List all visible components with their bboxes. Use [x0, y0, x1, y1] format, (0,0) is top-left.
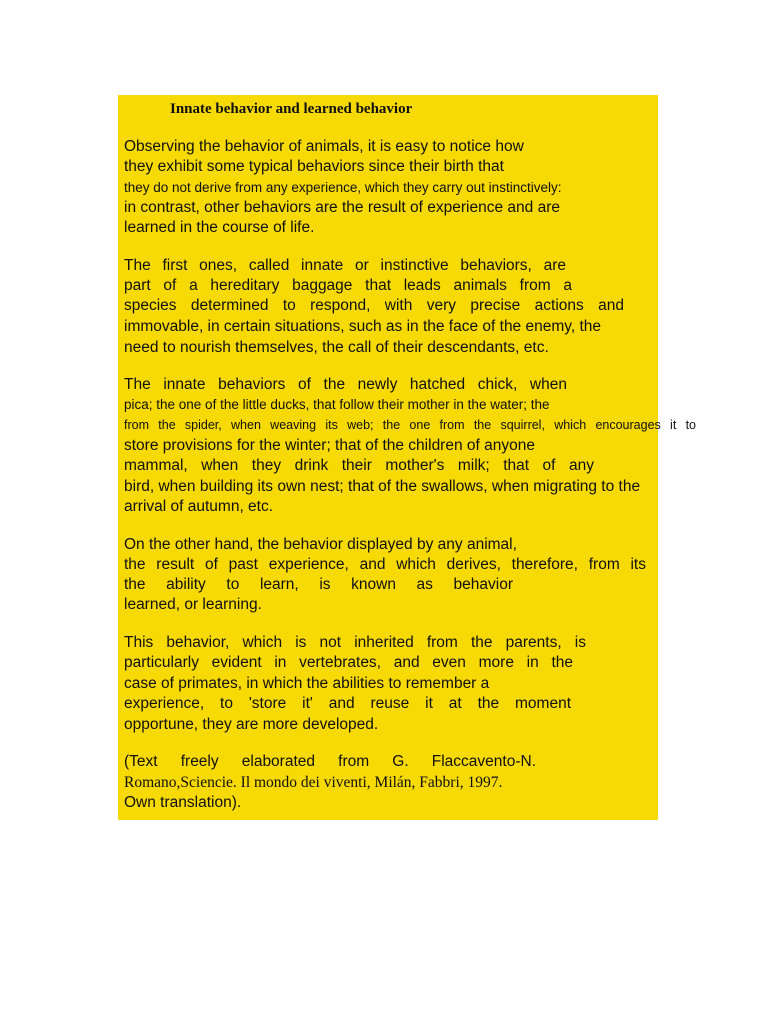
text-line: mammal, when they drink their mother's milk; that of any — [124, 457, 594, 474]
text-line: part of a hereditary baggage that leads animals from a — [124, 277, 572, 294]
text-line: On the other hand, the behavior displayed by any animal, — [124, 536, 517, 553]
text-line: bird, when building its own nest; that of the swallows, when migrating to the — [124, 478, 641, 495]
text-line: species determined to respond, with very precise actions and — [124, 297, 624, 314]
text-line: they exhibit some typical behaviors since their birth that — [124, 158, 504, 175]
text-line: arrival of autumn, etc. — [124, 498, 274, 515]
text-line: case of primates, in which the abilities to remember a — [124, 675, 490, 692]
text-line: store provisions for the winter; that of the children of anyone — [124, 437, 535, 454]
text-line: particularly evident in vertebrates, and even more in the — [124, 654, 573, 671]
text-line: immovable, in certain situations, such as in the face of the enemy, the — [124, 318, 602, 335]
citation-line: (Text freely elaborated from G. Flaccavento-N. — [124, 753, 536, 770]
text-line: experience, to 'store it' and reuse it at the moment — [124, 695, 571, 712]
text-line: learned, or learning. — [124, 596, 262, 613]
document-title: Innate behavior and learned behavior — [170, 101, 413, 117]
text-line: learned in the course of life. — [124, 219, 315, 236]
citation-line: Romano,Sciencie. Il mondo dei viventi, Milán, Fabbri, 1997. — [124, 774, 503, 791]
text-line: This behavior, which is not inherited from the parents, is — [124, 634, 586, 651]
text-line: need to nourish themselves, the call of their descendants, etc. — [124, 339, 549, 356]
text-line: pica; the one of the little ducks, that follow their mother in the water; the — [124, 397, 550, 412]
text-line: Observing the behavior of animals, it is easy to notice how — [124, 138, 524, 155]
citation-line: Own translation). — [124, 794, 242, 811]
text-line: the result of past experience, and which derives, therefore, from its — [124, 556, 646, 573]
text-line: opportune, they are more developed. — [124, 716, 379, 733]
text-line: in contrast, other behaviors are the result of experience and are — [124, 199, 560, 216]
text-line: from the spider, when weaving its web; the one from the squirrel, which encourages it to — [124, 418, 696, 432]
text-line: they do not derive from any experience, which they carry out instinctively: — [124, 180, 562, 195]
text-line: the ability to learn, is known as behavior — [124, 576, 513, 593]
text-line: The first ones, called innate or instinctive behaviors, are — [124, 257, 566, 274]
text-line: The innate behaviors of the newly hatched chick, when — [124, 376, 567, 393]
